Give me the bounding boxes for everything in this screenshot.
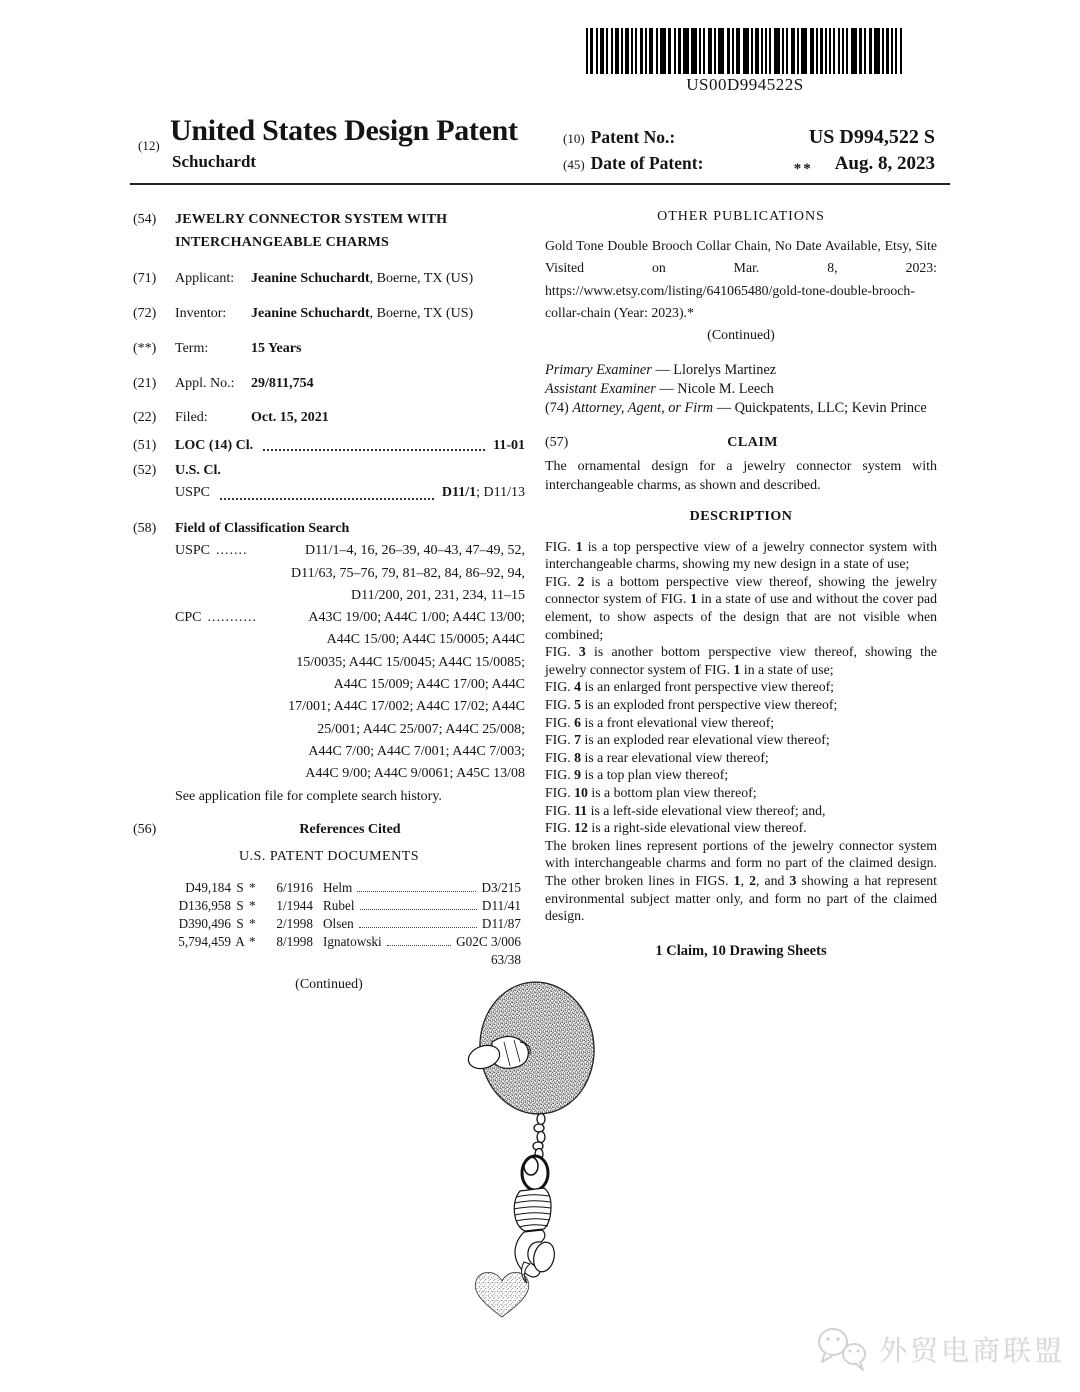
barcode-bar (765, 28, 767, 74)
text-segment: FIG. (545, 784, 575, 800)
attorney-label: Attorney, Agent, or Firm (572, 400, 714, 417)
text-segment: 6 (574, 714, 582, 730)
field-code-21: (21) (133, 376, 157, 391)
dot-leader (263, 437, 485, 451)
primary-examiner-name: Llorelys Martinez (673, 362, 777, 379)
ref-name: Ignatowski (323, 933, 382, 949)
uspc-search-continuation (175, 563, 525, 608)
ref-class: D3/215 (481, 879, 521, 895)
barcode-bar (656, 28, 658, 74)
ref-star: * (249, 879, 256, 895)
text-segment: is a bottom perspective view thereof, showing the jewelry connector system of FIG. (545, 573, 937, 607)
term-label: Term: (175, 341, 209, 356)
applicant-value (251, 270, 473, 288)
text-segment: 3 (578, 644, 586, 660)
barcode-bar (886, 28, 889, 74)
applicant-name: Jeanine Schuchardt (251, 271, 370, 286)
description-line (545, 802, 937, 820)
text-segment: in a state of use; (740, 661, 834, 677)
ref-class-continuation: 63/38 (490, 951, 521, 967)
dash: — (659, 381, 674, 398)
section-54-title (133, 208, 525, 254)
barcode-bar (751, 28, 753, 74)
barcode (553, 28, 937, 95)
uspc-line (175, 482, 525, 504)
barcode-bar (635, 28, 637, 74)
section-term (133, 340, 525, 358)
text-segment: , (740, 872, 750, 888)
field-code-52: (52) (133, 463, 157, 478)
dot-leader (359, 927, 477, 928)
barcode-bar (660, 28, 666, 74)
barcode-bar (838, 28, 840, 74)
spring-coil (514, 1188, 551, 1231)
barcode-bar (668, 28, 671, 74)
barcode-bar (600, 28, 604, 74)
barcode-bar (801, 28, 807, 74)
barcode-bar (590, 28, 593, 74)
wechat-icon (815, 1326, 871, 1372)
appl-no-value: 29/811,754 (251, 376, 314, 391)
text-segment: 1 (733, 661, 741, 677)
cpc-search-continuation (175, 629, 525, 785)
dot-leader: ........... (207, 610, 257, 626)
text-segment: 8 (574, 749, 582, 765)
uspc-search-values: D11/1–4, 16, 26–39, 40–43, 47–49, 52, (305, 543, 525, 559)
loc-class-label: LOC (14) Cl. (175, 438, 254, 453)
barcode-bar (859, 28, 862, 74)
ref-number: D136,958 (178, 897, 231, 913)
filed-label: Filed: (175, 410, 208, 425)
barcode-bar (631, 28, 633, 74)
barcode-bar (864, 28, 866, 74)
us-patent-documents-heading: U.S. PATENT DOCUMENTS (238, 848, 420, 864)
ref-date: 6/1916 (276, 879, 313, 895)
text-segment: in a state of use and without the cover pad element, to show aspects of the design that are not visible when combined; (545, 591, 937, 642)
assistant-examiner-label: Assistant Examiner (545, 381, 656, 398)
field-code-22: (22) (133, 410, 157, 425)
text-segment: 2 (749, 872, 756, 888)
ref-number: 5,794,459 (178, 933, 231, 949)
patent-no-value: US D994,522 S (808, 126, 935, 148)
ref-number: D390,496 (178, 915, 231, 931)
field-code-72: (72) (133, 306, 157, 321)
patent-no-label: Patent No.: (590, 127, 676, 147)
right-column (545, 200, 937, 960)
barcode-bar (825, 28, 827, 74)
text-segment: is an enlarged front perspective view thereof; (581, 679, 835, 695)
barcode-bar (736, 28, 740, 74)
text-segment: FIG. (545, 644, 579, 660)
barcode-bar (586, 28, 588, 74)
field-code-58: (58) (133, 521, 157, 536)
claim-text: The ornamental design for a jewelry connector system with interchangeable charms, as shown and described. (545, 458, 937, 493)
barcode-bar (714, 28, 716, 74)
attorney-line (545, 399, 937, 418)
text-segment: is an exploded rear elevational view thereof; (581, 732, 830, 748)
barcode-bar (649, 28, 653, 74)
reference-row (161, 915, 521, 933)
text-segment: 11 (574, 802, 588, 818)
text-segment: is a top plan view thereof; (581, 767, 729, 783)
primary-examiner-label: Primary Examiner (545, 362, 652, 379)
field-code-45: (45) (563, 157, 585, 172)
classification-line: 25/001; A44C 25/007; A44C 25/008; (317, 721, 525, 737)
inventor-name: Jeanine Schuchardt (251, 306, 370, 321)
barcode-bar (674, 28, 676, 74)
references-heading: References Cited (299, 821, 401, 837)
loc-class-value: 11-01 (493, 438, 525, 453)
ref-kind: A (235, 933, 245, 949)
uspc-value (442, 482, 525, 504)
references-heading-row (133, 821, 525, 839)
examiner-block (545, 361, 937, 419)
uspc-label: USPC (175, 485, 211, 500)
field-code-term: (**) (133, 341, 157, 356)
ref-class: G02C 3/006 (456, 933, 521, 949)
header-divider (130, 183, 950, 185)
field-code-12: (12) (138, 138, 160, 153)
barcode-text: US00D994522S (686, 75, 804, 94)
uspc-search-label: USPC (175, 543, 211, 559)
jewelry-connector-figure (420, 980, 680, 1330)
barcode-bar (621, 28, 623, 74)
text-segment: FIG. (545, 749, 575, 765)
text-segment: is a bottom plan view thereof; (587, 784, 757, 800)
section-72-inventor (133, 305, 525, 323)
barcode-bar (842, 28, 844, 74)
reference-row (161, 933, 521, 951)
us-class-heading (133, 460, 525, 482)
field-code-57: (57) (545, 434, 569, 450)
classification-line: 17/001; A44C 17/002; A44C 17/02; A44C (288, 699, 525, 715)
text-segment: The broken lines represent portions of the jewelry connector system with interchangeable charms and form no part of the claimed design. The other broken lines in FIGS. (545, 837, 937, 888)
left-column (133, 200, 525, 994)
barcode-bar (891, 28, 893, 74)
chain-links (533, 1114, 545, 1160)
references-table (161, 879, 521, 969)
page-title: United States Design Patent (170, 114, 518, 147)
description-body (545, 538, 937, 925)
inventor-surname: Schuchardt (172, 152, 257, 171)
description-line (545, 819, 937, 837)
barcode-bar (869, 28, 872, 74)
cpc-search-label: CPC (175, 610, 202, 626)
primary-examiner-line (545, 361, 937, 380)
barcode-bar (718, 28, 724, 74)
barcode-bar (743, 28, 749, 74)
section-52-us-class (133, 460, 525, 504)
description-line (545, 538, 937, 573)
barcode-bar (761, 28, 763, 74)
watermark-text: 外贸电商联盟 (878, 1335, 1065, 1366)
claim-heading: CLAIM (727, 434, 779, 450)
patent-number-row (563, 126, 935, 149)
citation-text: Gold Tone Double Brooch Collar Chain, No Date Available, Etsy, Site Visited on Mar. 8, 2023: https://www.etsy.com/listing/641065480/gold-tone-double-brooch-collar-chain (Year: 2023).* (545, 238, 937, 321)
barcode-bar (791, 28, 795, 74)
text-segment: is an exploded front perspective view thereof; (581, 696, 838, 712)
ref-class: D11/87 (481, 915, 521, 931)
claim-heading-row (545, 434, 937, 452)
ref-star: * (249, 933, 256, 949)
barcode-bar (708, 28, 712, 74)
text-segment: 2 (577, 573, 585, 589)
barcode-bar (640, 28, 643, 74)
field-code-56: (56) (133, 821, 157, 837)
text-segment: 1 (575, 538, 583, 554)
classification-line: D11/63, 75–76, 79, 81–82, 84, 86–92, 94, (291, 565, 525, 581)
barcode-bar (596, 28, 598, 74)
barcode-bar (882, 28, 884, 74)
barcode-bar (769, 28, 771, 74)
classification-line: A44C 7/00; A44C 7/001; A44C 7/003; (308, 743, 525, 759)
text-segment: FIG. (545, 820, 575, 836)
ref-date: 1/1944 (276, 897, 313, 913)
text-segment: is another bottom perspective view thereof, showing the jewelry connector system of FIG. (545, 644, 937, 677)
dot-leader (387, 945, 452, 946)
description-heading: DESCRIPTION (689, 508, 793, 524)
barcode-bar (606, 28, 608, 74)
uspc-value-secondary: ; D11/13 (476, 485, 525, 500)
barcode-bars (553, 28, 937, 74)
ref-date: 2/1998 (276, 915, 313, 931)
heart-charm (475, 1272, 529, 1317)
term-value: 15 Years (251, 341, 302, 356)
ref-name: Helm (323, 879, 353, 895)
applicant-label: Applicant: (175, 271, 235, 286)
text-segment: FIG. (545, 714, 575, 730)
classification-line: D11/200, 201, 231, 234, 11–15 (351, 587, 525, 603)
text-segment: showing a hat represent environmental subject matter only, and form no part of the claimed design. (545, 872, 937, 924)
dot-leader (360, 909, 477, 910)
text-segment: is a rear elevational view thereof; (581, 749, 769, 765)
reference-row (161, 897, 521, 915)
field-of-search-label: Field of Classification Search (175, 521, 350, 536)
section-71-applicant (133, 270, 525, 288)
us-class-label: U.S. Cl. (175, 463, 221, 478)
text-segment: 5 (574, 696, 582, 712)
text-segment: is a left-side elevational view thereof; and, (587, 802, 826, 818)
barcode-bar (895, 28, 897, 74)
dot-leader (220, 482, 434, 500)
inventor-location: , Boerne, TX (US) (369, 306, 474, 321)
filed-value: Oct. 15, 2021 (251, 410, 329, 425)
text-segment: , and (756, 872, 790, 888)
barcode-bar (829, 28, 831, 74)
dot-leader (357, 891, 476, 892)
section-56-references (133, 821, 525, 994)
inventor-value (251, 305, 473, 323)
cpc-search-values: A43C 19/00; A44C 1/00; A44C 13/00; (308, 610, 525, 626)
barcode-bar (774, 28, 780, 74)
title-line-2: INTERCHANGEABLE CHARMS (175, 235, 390, 250)
text-segment: 3 (789, 872, 797, 888)
barcode-bar (820, 28, 823, 74)
dot-leader: ....... (216, 543, 248, 559)
cpc-search-first-line (175, 607, 525, 629)
barcode-bar (816, 28, 818, 74)
description-line (545, 643, 937, 678)
text-segment: FIG. (545, 767, 575, 783)
assistant-examiner-line (545, 380, 937, 399)
text-segment: FIG. (545, 732, 575, 748)
ref-star: * (249, 897, 256, 913)
attorney-name: Quickpatents, LLC; Kevin Prince (734, 400, 927, 417)
inventor-label: Inventor: (175, 306, 227, 321)
ref-kind: S (236, 897, 244, 913)
text-segment: 7 (574, 732, 582, 748)
ref-number: D49,184 (185, 879, 231, 895)
text-segment: 12 (574, 820, 588, 836)
reference-row (161, 879, 521, 897)
field-code-51: (51) (133, 438, 157, 453)
search-history-note: See application file for complete search history. (175, 788, 442, 804)
field-code-74: (74) (545, 400, 569, 417)
field-code-10: (10) (563, 131, 585, 146)
description-line (545, 837, 937, 925)
claims-sheets-note: 1 Claim, 10 Drawing Sheets (655, 942, 827, 959)
clasp-ring (522, 1156, 548, 1190)
text-segment: 1 (690, 591, 698, 607)
barcode-bar (732, 28, 734, 74)
appl-no-label: Appl. No.: (175, 376, 235, 391)
barcode-bar (874, 28, 880, 74)
ref-star: * (249, 915, 256, 931)
classification-line: A44C 9/00; A44C 9/0061; A45C 13/08 (305, 766, 525, 782)
text-segment: 1 (733, 872, 741, 888)
dash: — (716, 400, 731, 417)
other-publications-heading: OTHER PUBLICATIONS (657, 209, 825, 224)
text-segment: 4 (574, 679, 582, 695)
barcode-bar (782, 28, 784, 74)
text-segment: FIG. (545, 802, 575, 818)
barcode-bar (703, 28, 705, 74)
description-line (545, 766, 937, 784)
text-segment: is a front elevational view thereof; (581, 714, 775, 730)
patent-date-row (563, 153, 935, 175)
barcode-bar (727, 28, 730, 74)
field-of-search-heading (133, 518, 525, 540)
uspc-search-first-line (175, 540, 525, 562)
ref-name: Rubel (323, 897, 355, 913)
ref-kind: S (236, 879, 244, 895)
section-22-filed (133, 409, 525, 427)
section-58-field-of-search (133, 518, 525, 808)
date-of-patent-value: Aug. 8, 2023 (834, 153, 935, 174)
text-segment: 10 (574, 784, 588, 800)
description-line (545, 573, 937, 643)
barcode-bar (678, 28, 681, 74)
term-extension-stars: ** (793, 161, 813, 177)
ref-date: 8/1998 (276, 933, 313, 949)
applicant-location: , Boerne, TX (US) (369, 271, 474, 286)
barcode-bar (625, 28, 629, 74)
description-line (545, 731, 937, 749)
description-line (545, 749, 937, 767)
invention-title (175, 208, 447, 254)
description-line (545, 696, 937, 714)
field-code-71: (71) (133, 271, 157, 286)
barcode-bar (900, 28, 902, 74)
assistant-examiner-name: Nicole M. Leech (677, 381, 774, 398)
barcode-bar (846, 28, 848, 74)
date-of-patent-label: Date of Patent: (590, 153, 704, 173)
section-51-loc-class (133, 437, 525, 455)
description-line (545, 678, 937, 696)
watermark (815, 1326, 1065, 1372)
barcode-bar (683, 28, 689, 74)
ref-name: Olsen (323, 915, 354, 931)
text-segment: FIG. (545, 679, 575, 695)
barcode-bar (611, 28, 613, 74)
uspc-value-primary: D11/1 (441, 485, 477, 500)
barcode-bar (645, 28, 647, 74)
title-line-1: JEWELRY CONNECTOR SYSTEM WITH (175, 212, 448, 227)
section-21-appl-no (133, 375, 525, 393)
barcode-bar (810, 28, 814, 74)
classification-line: A44C 15/009; A44C 17/00; A44C (333, 677, 525, 693)
barcode-bar (797, 28, 799, 74)
barcode-bar (833, 28, 835, 74)
text-segment: is a right-side elevational view thereof. (587, 820, 807, 836)
text-segment: FIG. (545, 696, 575, 712)
barcode-bar (755, 28, 759, 74)
text-segment: 9 (574, 767, 582, 783)
description-line (545, 784, 937, 802)
classification-line: A44C 15/00; A44C 15/0005; A44C (326, 632, 525, 648)
barcode-bar (615, 28, 619, 74)
text-segment: is a top perspective view of a jewelry connector system with interchangeable charms, showing my new design in a state of use; (545, 538, 937, 572)
references-continued: (Continued) (295, 976, 363, 992)
dash: — (655, 362, 670, 379)
barcode-bar (851, 28, 857, 74)
description-line (545, 714, 937, 732)
text-segment: FIG. (545, 573, 578, 589)
text-segment: FIG. (545, 538, 576, 554)
classification-line: 15/0035; A44C 15/0045; A44C 15/0085; (296, 654, 525, 670)
section-57-claim (545, 434, 937, 495)
ref-kind: S (236, 915, 244, 931)
field-of-search-body (175, 540, 525, 808)
barcode-bar (691, 28, 697, 74)
ref-class: D11/41 (481, 897, 521, 913)
barcode-bar (786, 28, 788, 74)
publications-continued: (Continued) (707, 327, 775, 343)
barcode-bar (699, 28, 701, 74)
field-code-54: (54) (133, 212, 157, 227)
